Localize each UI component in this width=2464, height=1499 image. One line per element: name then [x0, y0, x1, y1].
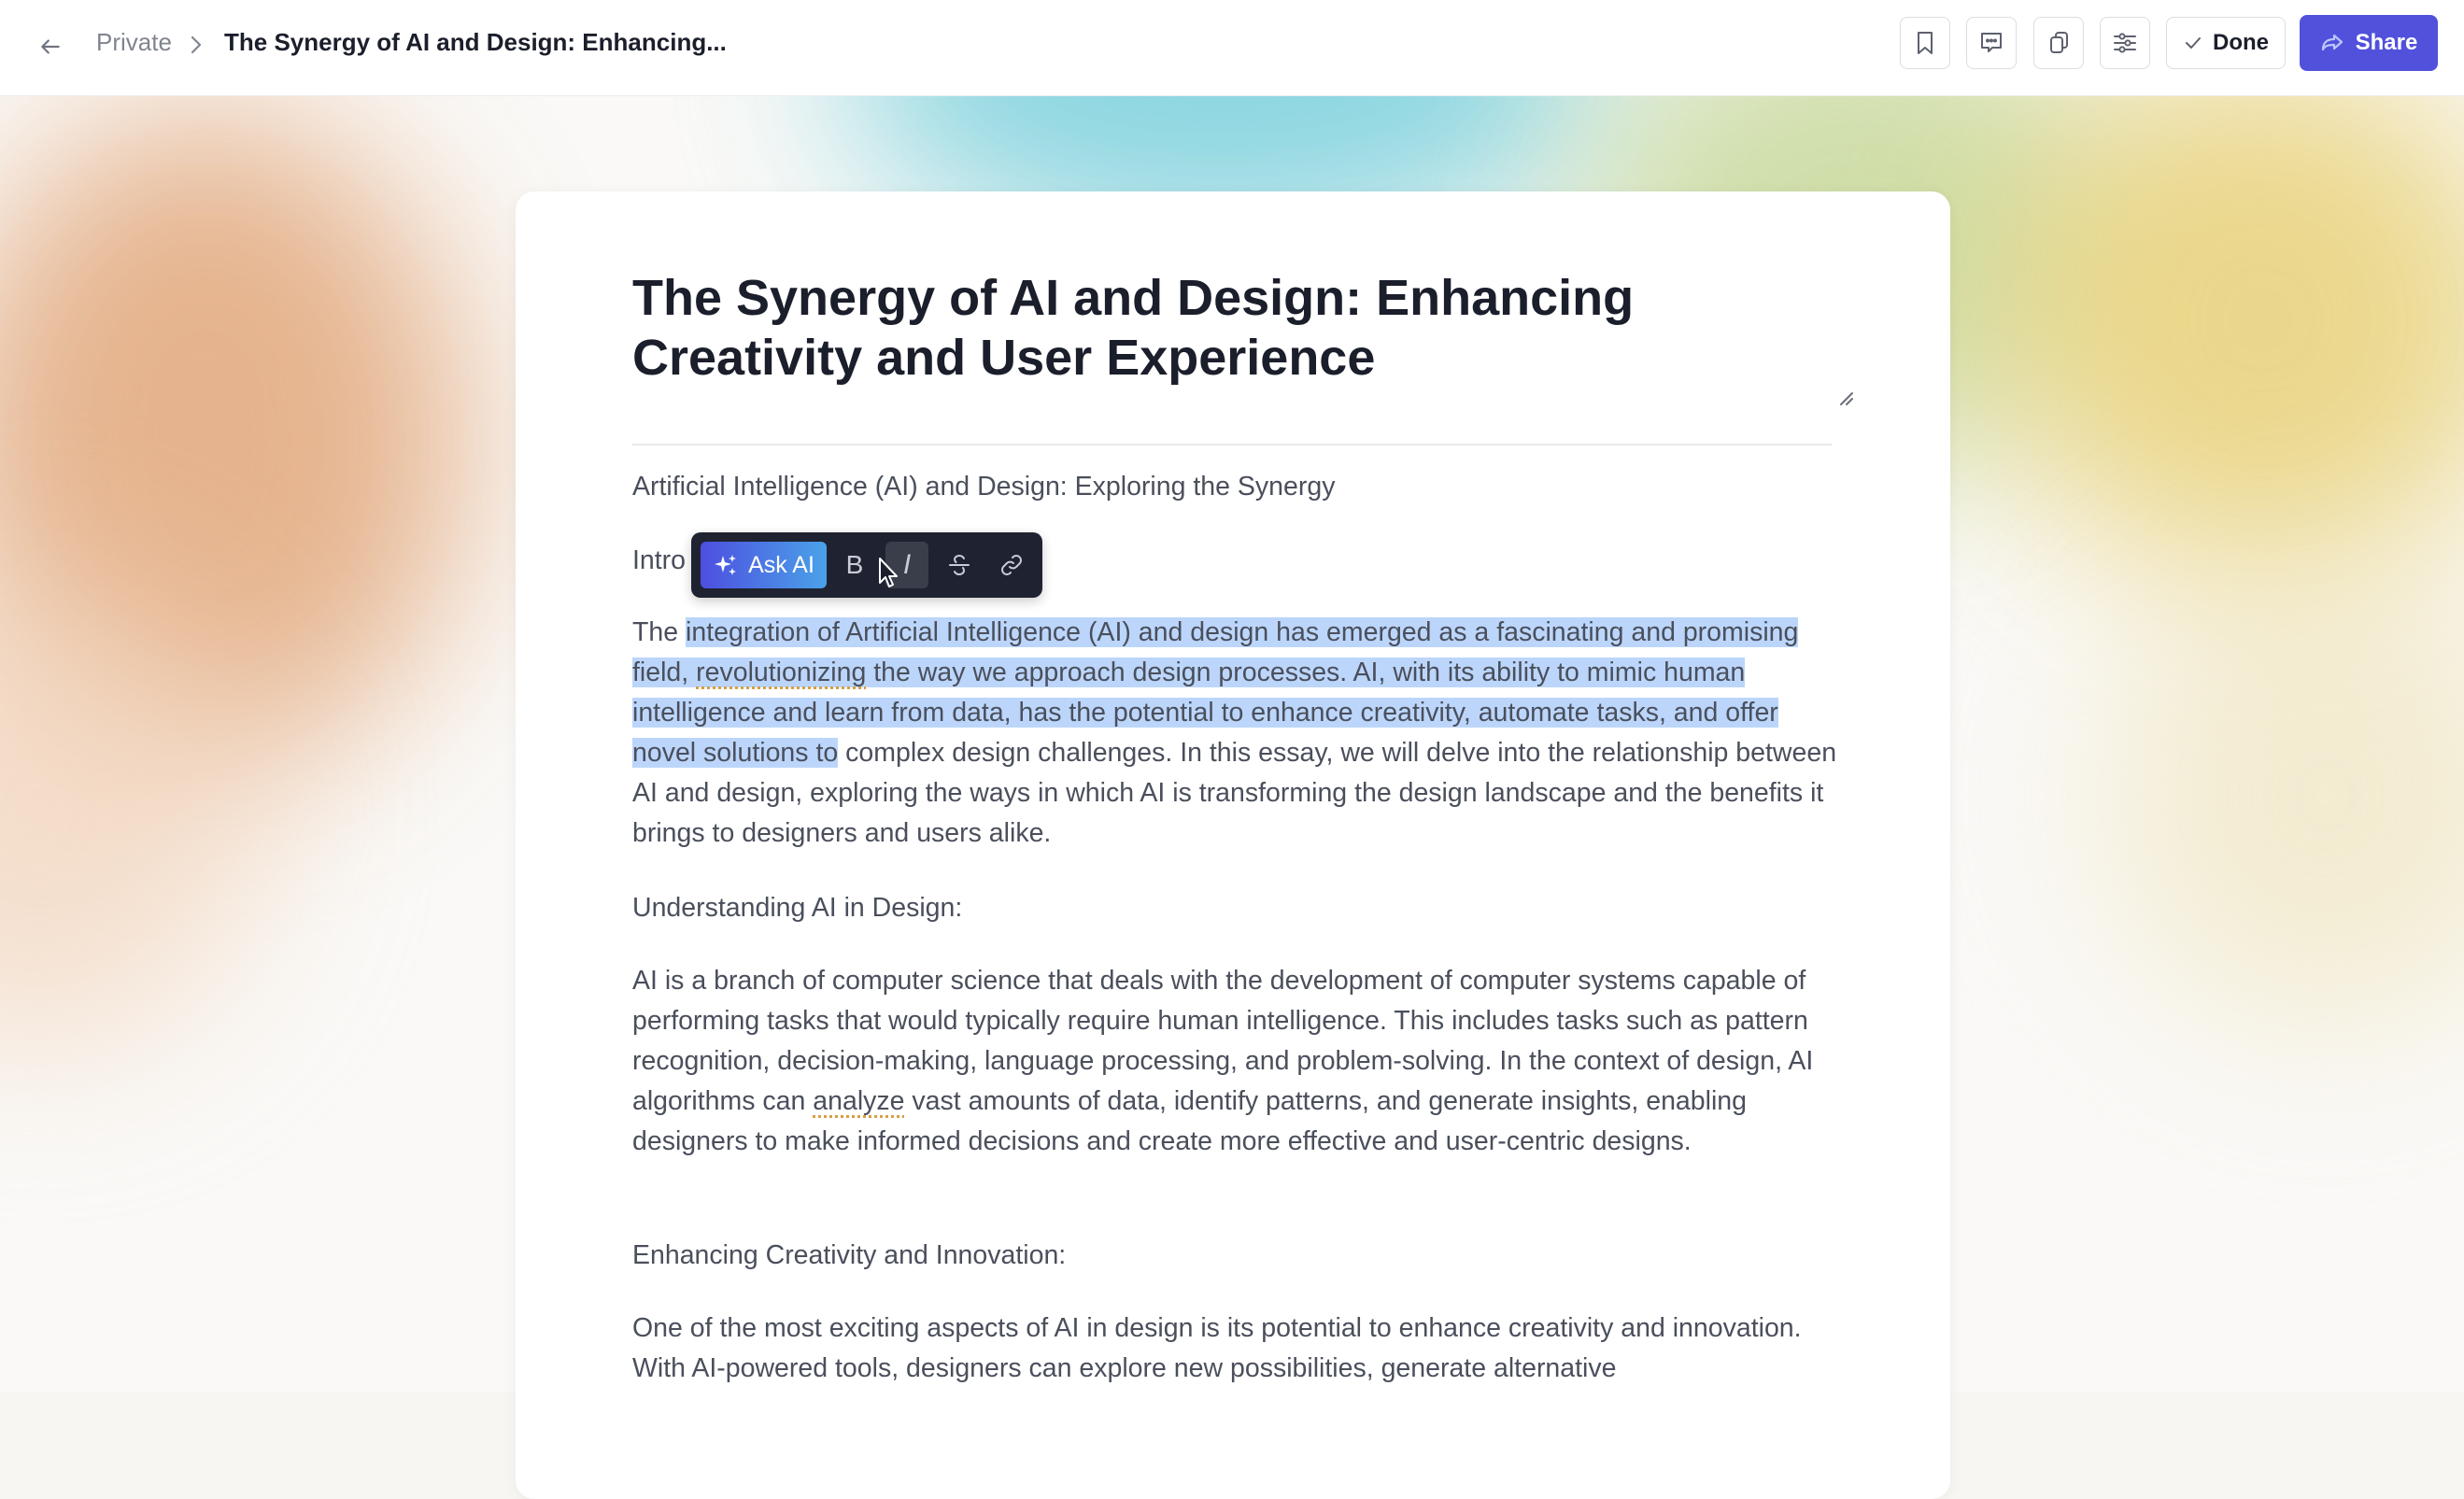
comment-button[interactable] — [1966, 17, 2017, 69]
paragraph-text: vast amounts of data, identify patterns, and generate insights, enabling designers to make informed decisions and create more effective and user-centric designs. — [632, 1086, 1747, 1156]
selected-text: the way we approach design processes. AI, with its ability to mimic human intelligence and learn from data, has the potential to enhance creativity, automate tasks, and offer novel solutions to — [632, 658, 1778, 768]
creativity-paragraph[interactable]: One of the most exciting aspects of AI in design is its potential to enhance creativity and innovation. With AI-powered tools, designers can explore new possibilities, generate alternative — [632, 1313, 1802, 1383]
title-divider — [632, 444, 1832, 445]
section-heading-creativity[interactable]: Enhancing Creativity and Innovation: — [632, 1240, 1067, 1270]
ask-ai-label: Ask AI — [748, 551, 814, 578]
copy-icon — [2046, 30, 2071, 56]
top-bar — [0, 0, 2464, 96]
breadcrumb-current-page: The Synergy of AI and Design: Enhancing... — [224, 28, 727, 56]
italic-icon: I — [902, 549, 912, 580]
share-button[interactable] — [2300, 15, 2438, 71]
link-icon — [998, 552, 1025, 578]
strikethrough-button[interactable] — [938, 542, 981, 588]
arrow-left-icon — [38, 35, 63, 59]
subtitle-paragraph[interactable]: Artificial Intelligence (AI) and Design: Exploring the Synergy — [632, 472, 1336, 502]
back-button[interactable] — [30, 26, 71, 67]
done-button[interactable] — [2166, 17, 2286, 69]
breadcrumb-private[interactable]: Private — [96, 28, 172, 56]
sliders-icon — [2112, 30, 2138, 56]
format-toolbar — [691, 532, 1042, 598]
text-unselected: complex design challenges. In this essay, we will delve into the relationship between AI and design, exploring the ways in which AI is transforming the design landscape and the benefits it brings to designers and users alike. — [632, 738, 1837, 848]
copy-button[interactable] — [2033, 17, 2084, 69]
done-label: Done — [2213, 30, 2269, 55]
text-unselected: The — [632, 617, 687, 647]
document-title[interactable]: The Synergy of AI and Design: Enhancing Creativity and User Experience — [632, 270, 1635, 386]
bookmark-button[interactable] — [1900, 17, 1950, 69]
section-heading-understanding[interactable]: Understanding AI in Design: — [632, 893, 963, 923]
paragraph-text: AI is a branch of computer science that deals with the development of computer systems capable of performing tasks that would typically require human intelligence. This includes tasks such as pattern recognition, decision-making, language processing, and problem-solving. In the context of design, AI algorithms can — [632, 966, 1814, 1116]
resize-handle-icon[interactable] — [1837, 389, 1856, 408]
share-label: Share — [2355, 30, 2418, 55]
share-icon — [2320, 32, 2344, 54]
settings-button[interactable] — [2100, 17, 2150, 69]
bookmark-icon — [1914, 30, 1936, 56]
selected-text: integration of Artificial Intelligence (AI) and design has emerged as a fascinating and promising field, — [632, 617, 1799, 687]
bold-icon: B — [845, 550, 864, 579]
spelling-flagged-word: revolutionizing — [696, 658, 867, 687]
bold-button[interactable] — [833, 542, 876, 588]
spelling-flagged-word: analyze — [813, 1086, 905, 1116]
link-button[interactable] — [990, 542, 1033, 588]
understanding-paragraph[interactable] — [632, 961, 1837, 1162]
strikethrough-icon — [947, 552, 971, 578]
chevron-right-icon — [187, 28, 209, 62]
comment-icon — [1978, 30, 2004, 56]
mouse-pointer-icon — [878, 557, 899, 588]
check-icon — [2183, 33, 2203, 53]
intro-paragraph[interactable] — [632, 613, 1837, 854]
intro-heading[interactable]: Intro — [632, 545, 687, 575]
sparkles-icon — [713, 552, 739, 578]
ask-ai-button[interactable] — [701, 542, 827, 588]
document-card — [516, 191, 1950, 1499]
